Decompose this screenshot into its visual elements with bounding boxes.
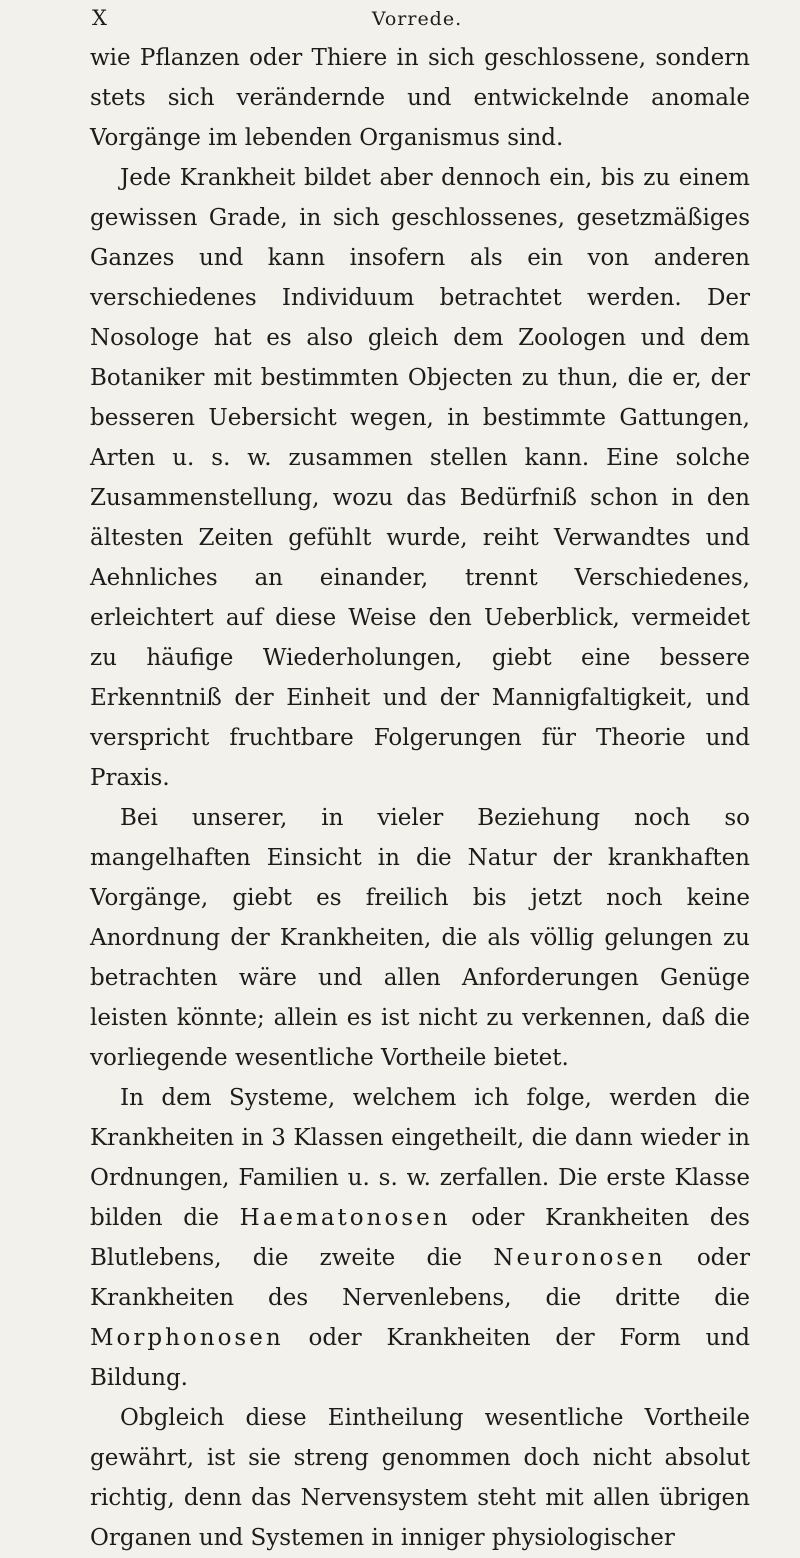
paragraph-4-text-a: In dem Systeme, welchem ich folge, werden die Krankheiten in 3 Klassen eingetheilt, die dann wieder in Ordnungen, Familien u. s. w. zerfallen. Die erste Klasse bilden die [90,1085,750,1231]
body-text [90,38,750,1558]
term-neuronosen: Neuronosen [493,1245,666,1271]
running-title: Vorrede. [371,8,463,30]
term-haematonosen: Haematonosen [239,1205,451,1231]
paragraph-5: Obgleich diese Eintheilung wesentliche Vortheile gewährt, ist sie streng genommen doch nicht absolut richtig, denn das Nervensystem steht mit allen übrigen Organen und Systemen in inniger physiologischer [90,1405,750,1551]
paragraph-1: wie Pflanzen oder Thiere in sich geschlossene, sondern stets sich verändernde und entwickelnde anomale Vorgänge im lebenden Organismus sind. [90,45,750,151]
paragraph-4-text-b: oder Krankheiten des Blutlebens, die zweite die [90,1205,750,1271]
paragraph-2: Jede Krankheit bildet aber dennoch ein, bis zu einem gewissen Grade, in sich geschlossenes, gesetzmäßiges Ganzes und kann insofern als ein von anderen verschiedenes Individuum betrachtet werden. Der Nosologe hat es also gleich dem Zoologen und dem Botaniker mit bestimmten Objecten zu thun, die er, der besseren Uebersicht wegen, in bestimmte Gattungen, Arten u. s. w. zusammen stellen kann. Eine solche Zusammenstellung, wozu das Bedürfniß schon in den ältesten Zeiten gefühlt wurde, reiht Verwandtes und Aehnliches an einander, trennt Verschiedenes, erleichtert auf diese Weise den Ueberblick, vermeidet zu häufige Wiederholungen, giebt eine bessere Erkenntniß der Einheit und der Mannigfaltigkeit, und verspricht fruchtbare Folgerungen für Theorie und Praxis. [90,165,750,791]
paragraph-4 [90,1078,750,1398]
running-head [92,6,742,34]
paragraph-4-text-d: oder Krankheiten der Form und Bildung. [90,1325,750,1391]
paragraph-4-text-c: oder Krankheiten des Nervenlebens, die dritte die [90,1245,750,1311]
page-number: X [92,6,108,30]
term-morphonosen: Morphonosen [90,1325,284,1351]
paragraph-3: Bei unserer, in vieler Beziehung noch so mangelhaften Einsicht in die Natur der krankhaften Vorgänge, giebt es freilich bis jetzt noch keine Anordnung der Krankheiten, die als völlig gelungen zu betrachten wäre und allen Anforderungen Genüge leisten könnte; allein es ist nicht zu verkennen, daß die vorliegende wesentliche Vortheile bietet. [90,805,750,1071]
